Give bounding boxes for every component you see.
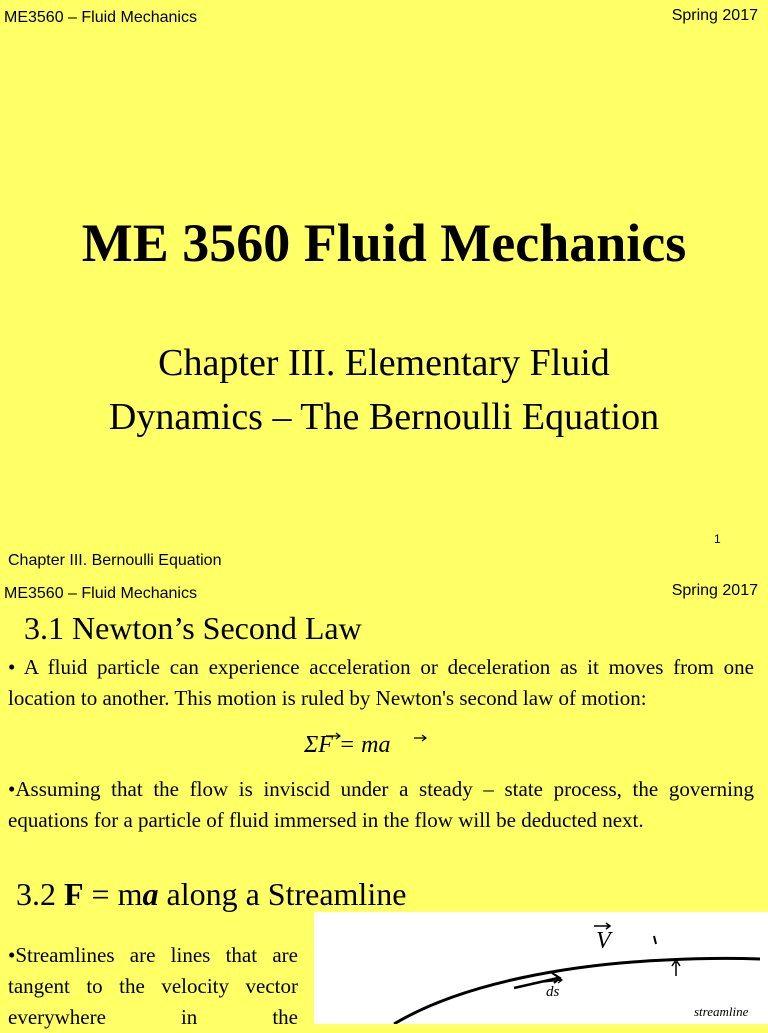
streamline-label: streamline: [694, 1004, 749, 1019]
header-term: Spring 2017: [671, 7, 758, 24]
ds-label: ds: [546, 984, 560, 1000]
bullet-newton: • A fluid particle can experience acceleration or deceleration as it moves from one location to another. This motion is ruled by Newton's second law of motion:: [8, 655, 754, 710]
vector-arrows: [304, 732, 444, 768]
section-title-3-1: 3.1 Newton’s Second Law: [24, 610, 362, 646]
header-term-2: Spring 2017: [671, 582, 758, 599]
section2-prefix: 3.2: [16, 876, 64, 912]
equation-text: ΣF = ma: [304, 732, 391, 758]
bullet-streamlines: •Streamlines are lines that are tangent to the velocity vector everywhere in the: [8, 943, 298, 1029]
bullet-inviscid: •Assuming that the flow is inviscid under a steady – state process, the governing equations for a particle of fluid immersed in the flow will be deducted next.: [8, 777, 754, 832]
section2-eq: = m: [83, 876, 143, 912]
slide-title: ME 3560 Fluid Mechanics: [81, 213, 687, 273]
equation-newton: [304, 732, 444, 768]
subtitle-line-1: Chapter III. Elementary Fluid: [158, 342, 610, 384]
header-course: ME3560 – Fluid Mechanics: [4, 9, 197, 26]
streamline-figure: [314, 912, 768, 1024]
header-course-2: ME3560 – Fluid Mechanics: [4, 585, 197, 602]
velocity-label: V: [596, 928, 611, 954]
section2-suffix: along a Streamline: [158, 876, 407, 912]
subtitle-line-2: Dynamics – The Bernoulli Equation: [108, 396, 660, 438]
page-number: 1: [714, 532, 721, 546]
footer-chapter: Chapter III. Bernoulli Equation: [8, 552, 222, 569]
section2-a: a: [142, 876, 159, 912]
section2-F: F: [64, 876, 84, 912]
section-title-3-2: [16, 876, 406, 913]
slide-subtitle: [0, 336, 768, 444]
